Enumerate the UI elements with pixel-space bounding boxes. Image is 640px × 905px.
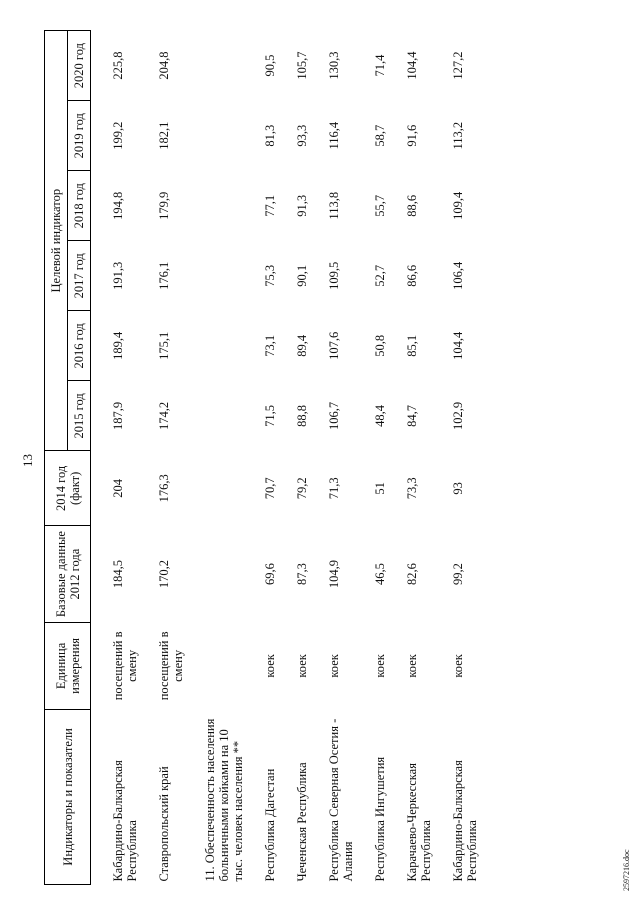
table-row [145,31,191,885]
row-unit: посещений в смену [111,631,139,701]
row-2019: 91,6 [405,124,419,147]
table-row [439,31,485,885]
row-2016: 175,1 [157,331,171,360]
row-2018 [191,171,251,241]
row-2018: 194,8 [111,191,125,220]
row-fact [191,451,251,526]
row-name: Ставропольский край [157,766,171,882]
row-2018: 88,6 [405,194,419,217]
row-2019 [191,101,251,171]
row-2020: 104,4 [405,51,419,80]
row-name: Кабардино-Балкарская Республика [451,760,479,882]
row-2020: 105,7 [295,51,309,80]
row-fact: 176,3 [157,474,171,503]
row-name: Кабардино-Балкарская Республика [111,760,139,882]
row-2017: 86,6 [405,264,419,287]
row-unit: посещений в смену [157,631,185,701]
row-base: 99,2 [451,563,465,586]
page-number: 13 [20,454,35,467]
row-2017: 109,5 [327,261,341,290]
header-year: 2018 год [68,171,91,241]
row-unit: коек [327,654,341,678]
row-2020 [191,31,251,101]
row-name: Чеченская Республика [295,762,309,882]
row-2015: 84,7 [405,404,419,427]
row-name: Республика Дагестан [263,768,277,882]
table-row [251,31,283,885]
row-base: 46,5 [373,563,387,586]
indicator-table [44,30,485,885]
row-2019: 182,1 [157,121,171,150]
row-2015: 102,9 [451,401,465,430]
row-base: 170,2 [157,560,171,589]
row-fact: 51 [373,482,387,495]
row-2016: 107,6 [327,331,341,360]
row-2015: 174,2 [157,401,171,430]
row-2017: 191,3 [111,261,125,290]
table-row [191,31,251,885]
table-row [283,31,315,885]
row-2018: 91,3 [295,194,309,217]
header-year: 2019 год [68,101,91,171]
row-unit: коек [373,654,387,678]
row-unit: коек [405,654,419,678]
header-indicators: Индикаторы и показатели [45,709,91,884]
table-row [393,31,439,885]
row-2015: 71,5 [263,404,277,427]
row-unit: коек [295,654,309,678]
row-2015: 106,7 [327,401,341,430]
row-fact: 93 [451,482,465,495]
row-2016: 50,8 [373,334,387,357]
row-2018: 113,8 [327,191,341,220]
header-year: 2015 год [68,381,91,451]
header-year: 2016 год [68,311,91,381]
row-name: 11. Обеспеченность населения больничными койками на 10 тыс. человек населения ** [203,718,245,882]
row-base: 82,6 [405,563,419,586]
table-row [91,31,146,885]
row-name: Карачаево-Черкесская Республика [405,763,433,882]
row-2017: 106,4 [451,261,465,290]
row-2019: 58,7 [373,124,387,147]
row-name: Республика Северная Осетия - Алания [327,718,355,882]
header-unit: Единица измерения [45,622,91,709]
row-2018: 179,9 [157,191,171,220]
row-2018: 77,1 [263,194,277,217]
row-unit: коек [451,654,465,678]
row-2015 [191,381,251,451]
row-2018: 109,4 [451,191,465,220]
row-2017: 52,7 [373,264,387,287]
row-2018: 55,7 [373,194,387,217]
row-2016: 189,4 [111,331,125,360]
header-year: 2020 год [68,31,91,101]
row-2015: 187,9 [111,401,125,430]
row-fact: 73,3 [405,477,419,500]
document-code: 2597216.doc [622,849,631,891]
row-2019: 116,4 [327,121,341,150]
row-fact: 70,7 [263,477,277,500]
header-year: 2017 год [68,241,91,311]
row-2019: 81,3 [263,124,277,147]
row-2020: 130,3 [327,51,341,80]
row-base: 104,9 [327,560,341,589]
row-2015: 88,8 [295,404,309,427]
header-base: Базовые данные 2012 года [45,526,91,623]
row-2017: 176,1 [157,261,171,290]
header-target: Целевой индикатор [45,31,68,451]
row-2017: 90,1 [295,264,309,287]
row-2020: 90,5 [263,54,277,77]
row-2016: 104,4 [451,331,465,360]
row-2020: 71,4 [373,54,387,77]
row-base: 87,3 [295,563,309,586]
row-unit [191,622,251,709]
row-fact: 204 [111,478,125,498]
row-2020: 225,8 [111,51,125,80]
row-2016 [191,311,251,381]
row-base: 184,5 [111,560,125,589]
row-2016: 85,1 [405,334,419,357]
row-2020: 127,2 [451,51,465,80]
row-2017: 75,3 [263,264,277,287]
row-2020: 204,8 [157,51,171,80]
row-base [191,526,251,623]
row-base: 69,6 [263,563,277,586]
row-2016: 73,1 [263,334,277,357]
row-2019: 199,2 [111,121,125,150]
table-row [361,31,393,885]
row-unit: коек [263,654,277,678]
row-2019: 93,3 [295,124,309,147]
row-2015: 48,4 [373,404,387,427]
table-row [315,31,361,885]
row-2019: 113,2 [451,121,465,150]
row-2017 [191,241,251,311]
header-fact-2014: 2014 год (факт) [45,451,91,526]
row-2016: 89,4 [295,334,309,357]
row-fact: 71,3 [327,477,341,500]
row-name: Республика Ингушетия [373,756,387,882]
row-fact: 79,2 [295,477,309,500]
